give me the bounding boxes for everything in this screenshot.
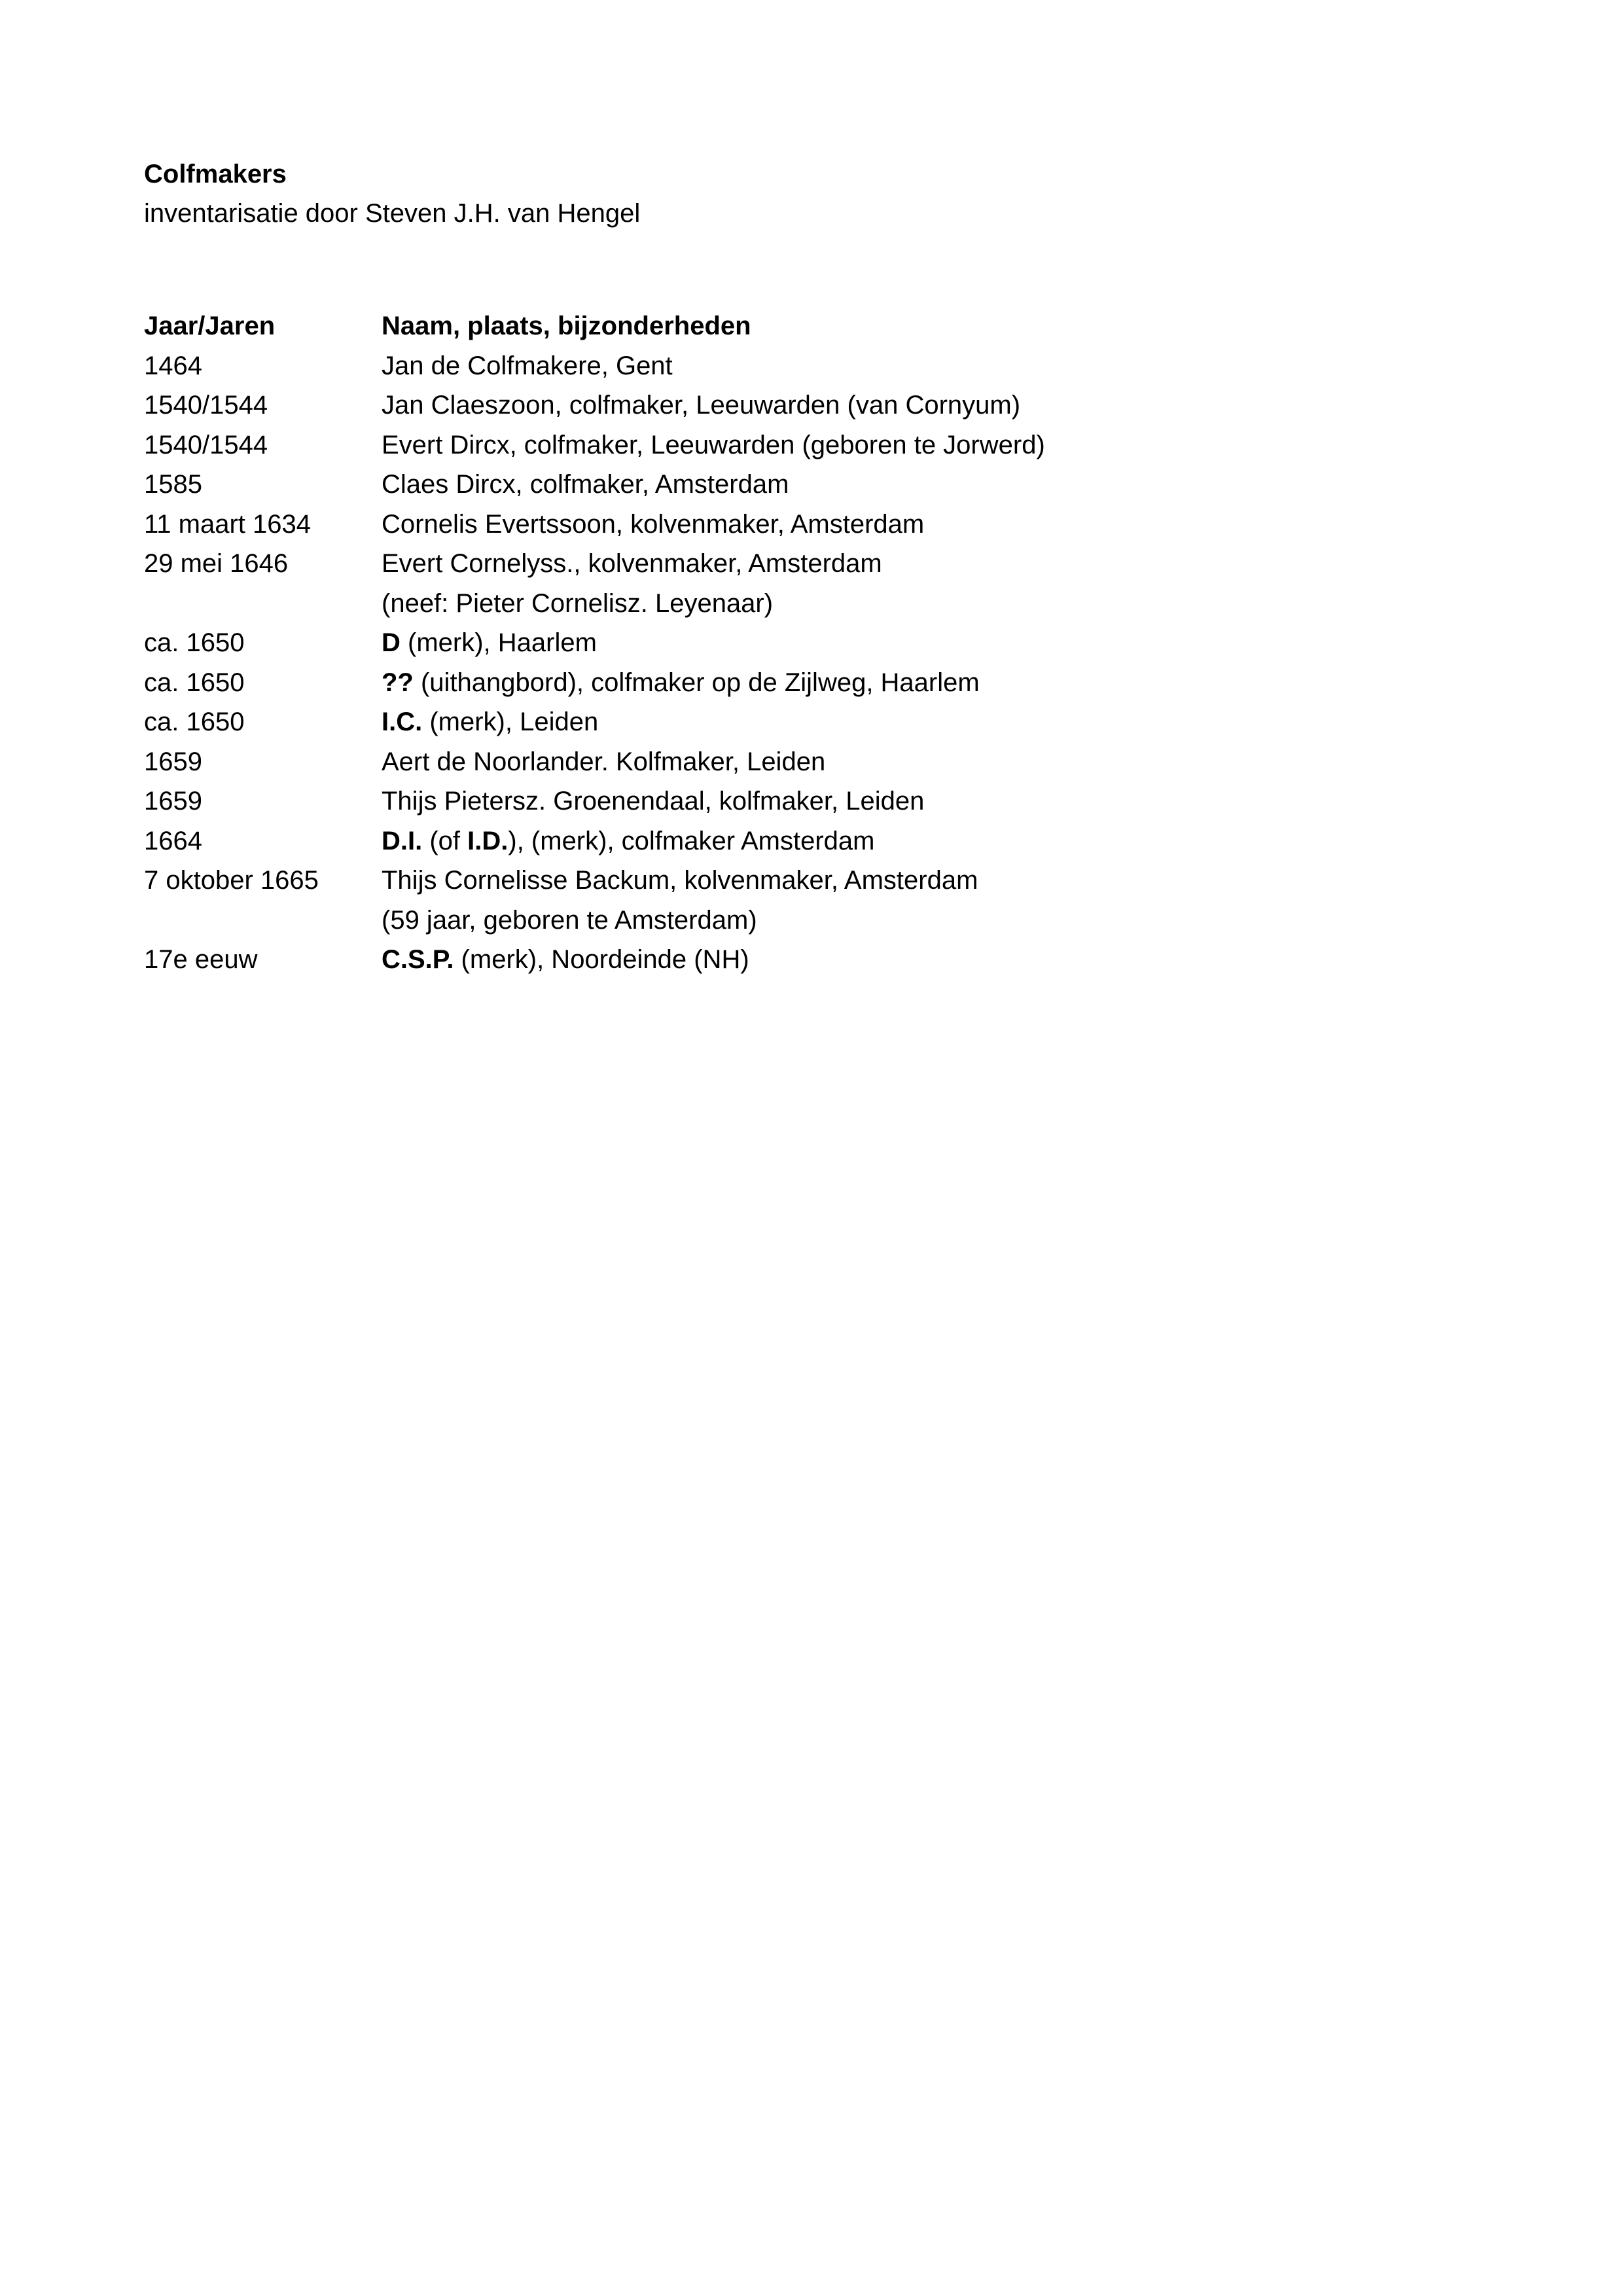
maker-mark: D	[382, 628, 401, 657]
maker-mark: D.I.	[382, 826, 423, 855]
row-description: Evert Dircx, colfmaker, Leeuwarden (geboren te Jorwerd)	[382, 430, 1045, 459]
header-description: Naam, plaats, bijzonderheden	[382, 312, 751, 340]
row-description: I.C. (merk), Leiden	[382, 708, 599, 736]
row-year: 1659	[144, 747, 202, 776]
table-row	[144, 781, 1479, 821]
table-row	[144, 584, 1479, 624]
row-year: ca. 1650	[144, 708, 245, 736]
table-row	[144, 940, 1479, 980]
row-year: 1659	[144, 787, 202, 816]
row-year: 29 mei 1646	[144, 549, 289, 578]
row-year: 1464	[144, 351, 202, 380]
row-description: Evert Cornelyss., kolvenmaker, Amsterdam	[382, 549, 882, 578]
document-subtitle: inventarisatie door Steven J.H. van Hengel	[144, 199, 641, 228]
row-year: ca. 1650	[144, 628, 245, 657]
table-row	[144, 465, 1479, 505]
row-description: Jan Claeszoon, colfmaker, Leeuwarden (van Cornyum)	[382, 391, 1021, 420]
row-year: 1540/1544	[144, 391, 268, 420]
header-year: Jaar/Jaren	[144, 312, 276, 340]
maker-mark: C.S.P.	[382, 945, 454, 974]
row-year: 1585	[144, 470, 202, 499]
row-description: Aert de Noorlander. Kolfmaker, Leiden	[382, 747, 826, 776]
table-row	[144, 663, 1479, 703]
row-description: C.S.P. (merk), Noordeinde (NH)	[382, 945, 749, 974]
table-row	[144, 386, 1479, 425]
row-description: Cornelis Evertssoon, kolvenmaker, Amsterdam	[382, 509, 925, 539]
row-description: (59 jaar, geboren te Amsterdam)	[382, 905, 757, 935]
table-row	[144, 901, 1479, 941]
row-description: Claes Dircx, colfmaker, Amsterdam	[382, 470, 789, 499]
row-description: D.I. (of I.D.), (merk), colfmaker Amsterdam	[382, 826, 875, 855]
table-row	[144, 821, 1479, 861]
maker-mark-alt: I.D.	[467, 826, 508, 855]
row-year: 1540/1544	[144, 430, 268, 459]
row-year: ca. 1650	[144, 668, 245, 697]
table-row	[144, 742, 1479, 782]
document-title: Colfmakers	[144, 160, 287, 188]
table-row	[144, 623, 1479, 663]
table-header-row	[144, 306, 1479, 346]
table-row	[144, 505, 1479, 545]
table-row	[144, 425, 1479, 465]
row-description: ?? (uithangbord), colfmaker op de Zijlweg, Haarlem	[382, 668, 980, 697]
table-row	[144, 544, 1479, 584]
row-year: 1664	[144, 826, 202, 855]
row-year: 7 oktober 1665	[144, 866, 319, 895]
row-year: 17e eeuw	[144, 945, 258, 974]
colfmakers-table	[144, 306, 1479, 980]
document-page	[144, 154, 1479, 974]
row-description: (neef: Pieter Cornelisz. Leyenaar)	[382, 588, 774, 618]
maker-mark: ??	[382, 668, 414, 697]
row-description: Thijs Cornelisse Backum, kolvenmaker, Amsterdam	[382, 866, 978, 895]
row-description: Jan de Colfmakere, Gent	[382, 351, 673, 380]
table-row	[144, 702, 1479, 742]
row-year: 11 maart 1634	[144, 509, 311, 539]
maker-mark: I.C.	[382, 708, 423, 736]
table-row	[144, 861, 1479, 901]
table-row	[144, 346, 1479, 386]
row-description: D (merk), Haarlem	[382, 628, 597, 657]
row-description: Thijs Pietersz. Groenendaal, kolfmaker, Leiden	[382, 787, 925, 816]
